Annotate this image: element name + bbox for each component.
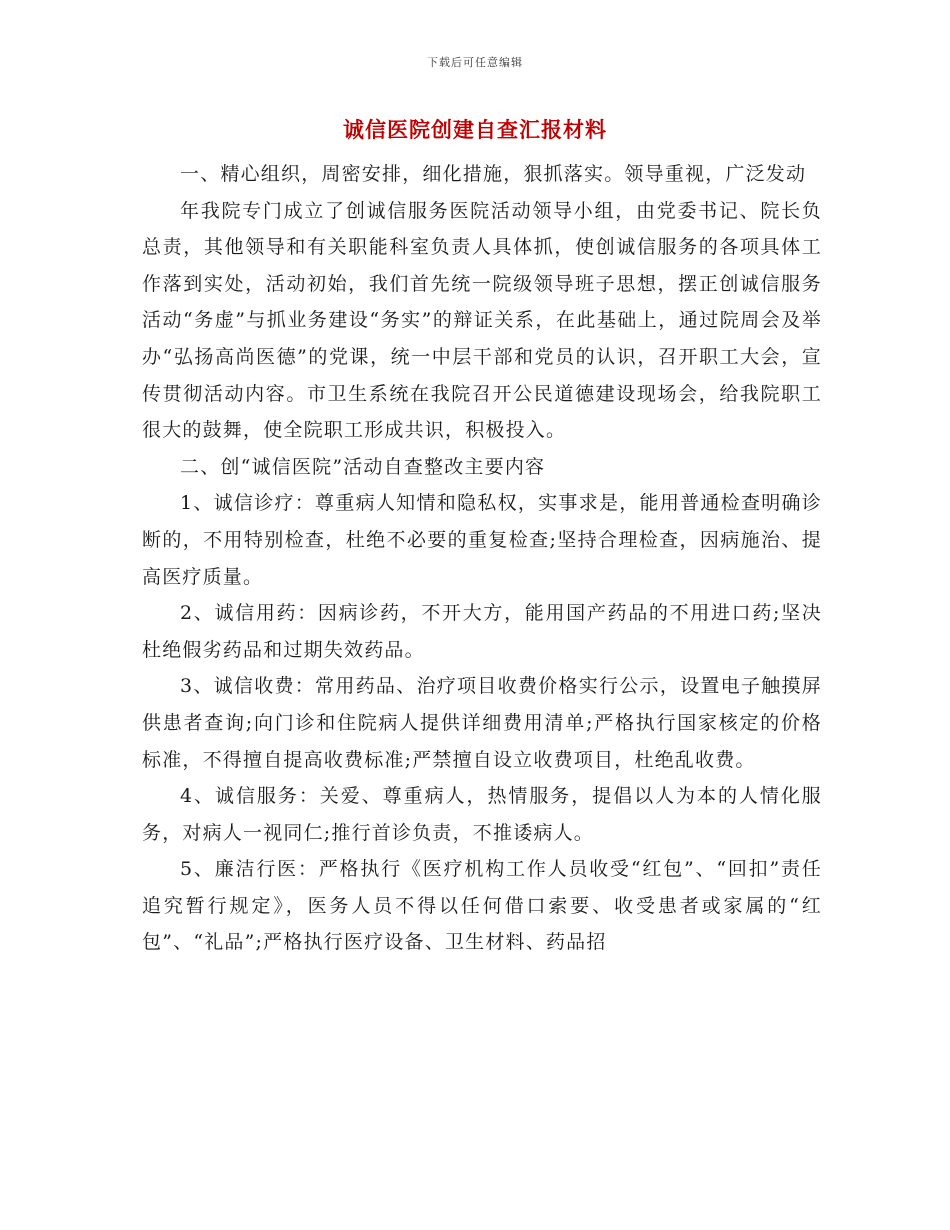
document-title: 诚信医院创建自查汇报材料 [343,117,607,142]
paragraph-item-charging: 3、诚信收费：常用药品、治疗项目收费价格实行公示，设置电子触摸屏供患者查询;向门诊和住院病人提供详细费用清单;严格执行国家核定的价格标准，不得擅自提高收费标准;严禁擅自设立收费项目，杜绝乱收费。 [142,675,822,771]
paragraph-item-service: 4、诚信服务：关爱、尊重病人，热情服务，提倡以人为本的人情化服务，对病人一视同仁;推行首诊负责，不推诿病人。 [142,785,822,844]
page-header-note: 下载后可任意编辑 [427,56,523,69]
paragraph-item-integrity: 5、廉洁行医：严格执行《医疗机构工作人员收受“红包”、“回扣”责任追究暂行规定》，医务人员不得以任何借口索要、收受患者或家属的“红包”、“礼品”;严格执行医疗设备、卫生材料、药品招 [142,858,822,954]
paragraph-item-diagnosis: 1、诚信诊疗：尊重病人知情和隐私权，实事求是，能用普通检查明确诊断的，不用特别检查，杜绝不必要的重复检查;坚持合理检查，因病施治、提高医疗质量。 [142,492,822,588]
paragraph-section-2-heading: 二、创“诚信医院”活动自查整改主要内容 [180,455,546,478]
document-body [142,156,822,961]
paragraph-section-1-heading: 一、精心组织，周密安排，细化措施，狠抓落实。领导重视，广泛发动 [180,163,807,185]
paragraph-item-medication: 2、诚信用药：因病诊药，不开大方，能用国产药品的不用进口药;坚决杜绝假劣药品和过期失效药品。 [142,602,822,661]
paragraph-section-1-body: 年我院专门成立了创诚信服务医院活动领导小组，由党委书记、院长负总责，其他领导和有关职能科室负责人具体抓，使创诚信服务的各项具体工作落到实处，活动初始，我们首先统一院级领导班子思想，摆正创诚信服务活动“务虚”与抓业务建设“务实”的辩证关系，在此基础上，通过院周会及举办“弘扬高尚医德”的党课，统一中层干部和党员的认识，召开职工大会，宣传贯彻活动内容。市卫生系统在我院召开公民道德建设现场会，给我院职工很大的鼓舞，使全院职工形成共识，积极投入。 [142,199,822,442]
